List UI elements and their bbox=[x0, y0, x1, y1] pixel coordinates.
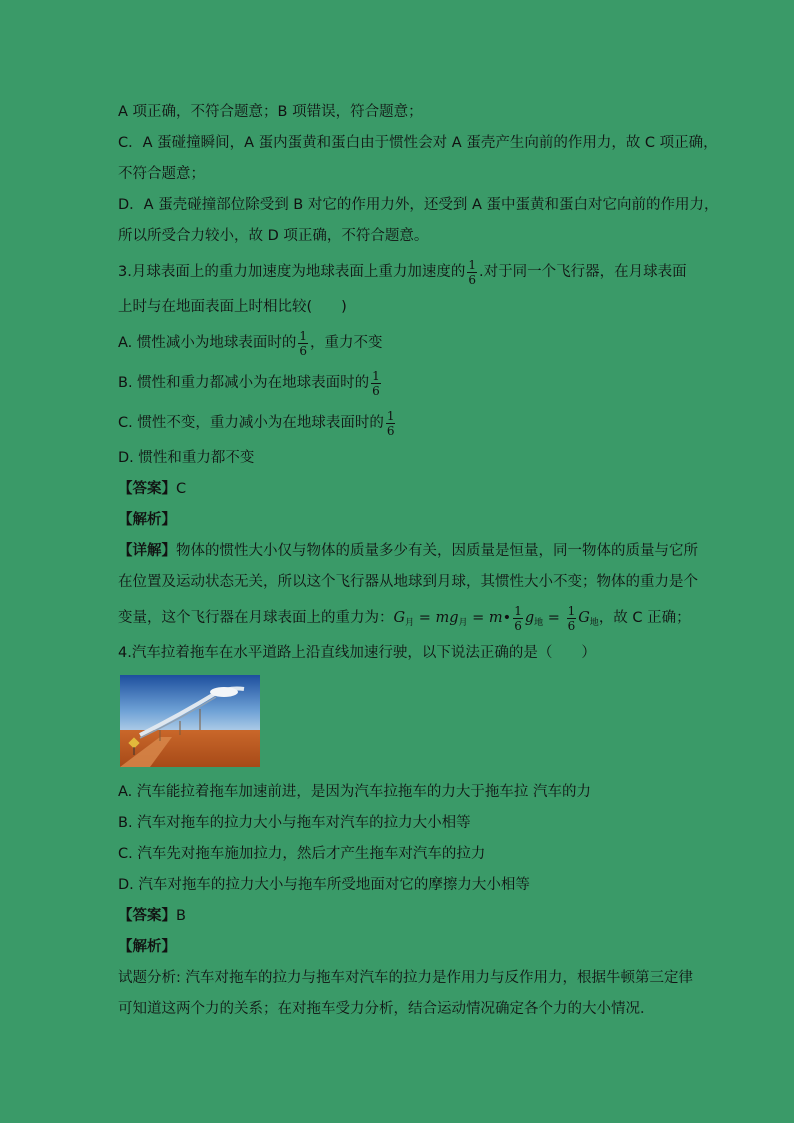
answer-4: 【答案】B bbox=[118, 908, 186, 924]
text-line: C．A 蛋碰撞瞬间，A 蛋内蛋黄和蛋白由于惯性会对 A 蛋壳产生向前的作用力，故 C 项正确， bbox=[118, 135, 718, 151]
highway-train-photo bbox=[120, 675, 260, 767]
option-3b: B. 惯性和重力都减小为在地球表面时的 $\frac{1}{6}$ bbox=[118, 368, 380, 398]
photo-image bbox=[120, 675, 260, 767]
fraction-one-sixth: $\frac{1}{6}$ bbox=[299, 328, 308, 358]
option-4b: B. 汽车对拖车的拉力大小与拖车对汽车的拉力大小相等 bbox=[118, 815, 471, 831]
option-3d: D. 惯性和重力都不变 bbox=[118, 450, 255, 466]
question-3-stem-cont: 上时与在地面表面上时相比较( ) bbox=[118, 299, 347, 315]
fraction-one-sixth: $\frac{1}{6}$ bbox=[468, 257, 476, 287]
analysis-heading-4: 【解析】 bbox=[118, 939, 176, 955]
text-line: D．A 蛋壳碰撞部位除受到 B 对它的作用力外，还受到 A 蛋中蛋黄和蛋白对它向前的作用力， bbox=[118, 197, 719, 213]
fraction-one-sixth: $\frac{1}{6}$ bbox=[386, 408, 395, 438]
option-3a: A. 惯性减小为地球表面时的 $\frac{1}{6}$ ，重力不变 bbox=[118, 328, 383, 358]
analysis-line: 可知道这两个力的关系；在对拖车受力分析，结合运动情况确定各个力的大小情况． bbox=[118, 1001, 655, 1017]
gravity-formula: $G_月 = mg_月$ = m• $\frac{1}{6}$ $g_地$ = $\frac{1}{6}$ $G_地$ bbox=[393, 603, 599, 633]
analysis-line: 试题分析: 汽车对拖车的拉力与拖车对汽车的拉力是作用力与反作用力，根据牛顿第三定律 bbox=[118, 970, 693, 986]
question-4-stem: 4.汽车拉着拖车在水平道路上沿直线加速行驶，以下说法正确的是（ ） bbox=[118, 645, 596, 661]
document-content bbox=[118, 97, 719, 1025]
text-line: 所以所受合力较小，故 D 项正确，不符合题意。 bbox=[118, 228, 429, 244]
question-3-stem: 3.月球表面上的重力加速度为地球表面上重力加速度的 $\frac{1}{6}$ .对于同一个飞行器，在月球表面 bbox=[118, 257, 687, 287]
fraction-one-sixth: $\frac{1}{6}$ bbox=[567, 603, 576, 633]
option-3c: C. 惯性不变，重力减小为在地球表面时的 $\frac{1}{6}$ bbox=[118, 408, 395, 438]
explanation-line: 在位置及运动状态无关，所以这个飞行器从地球到月球，其惯性大小不变；物体的重力是个 bbox=[118, 574, 698, 590]
option-4a: A. 汽车能拉着拖车加速前进，是因为汽车拉拖车的力大于拖车拉 汽车的力 bbox=[118, 784, 591, 800]
option-4d: D. 汽车对拖车的拉力大小与拖车所受地面对它的摩擦力大小相等 bbox=[118, 877, 530, 893]
fraction-one-sixth: $\frac{1}{6}$ bbox=[514, 603, 522, 633]
answer-3: 【答案】C bbox=[118, 481, 187, 497]
explanation-line: 【详解】物体的惯性大小仅与物体的质量多少有关，因质量是恒量，同一物体的质量与它所 bbox=[118, 543, 698, 559]
text-line: A 项正确，不符合题意；B 项错误，符合题意； bbox=[118, 104, 423, 120]
fraction-one-sixth: $\frac{1}{6}$ bbox=[372, 368, 380, 398]
explanation-formula-line: 变量，这个飞行器在月球表面上的重力为：$G_月 = mg_月$ = m• $\frac{1}{6}$ $g_地$ = $\frac{1}{6}$ $G_地$，故 C 正确； bbox=[118, 603, 691, 633]
analysis-heading-3: 【解析】 bbox=[118, 512, 176, 528]
text-line: 不符合题意； bbox=[118, 166, 205, 182]
option-4c: C. 汽车先对拖车施加拉力，然后才产生拖车对汽车的拉力 bbox=[118, 846, 486, 862]
